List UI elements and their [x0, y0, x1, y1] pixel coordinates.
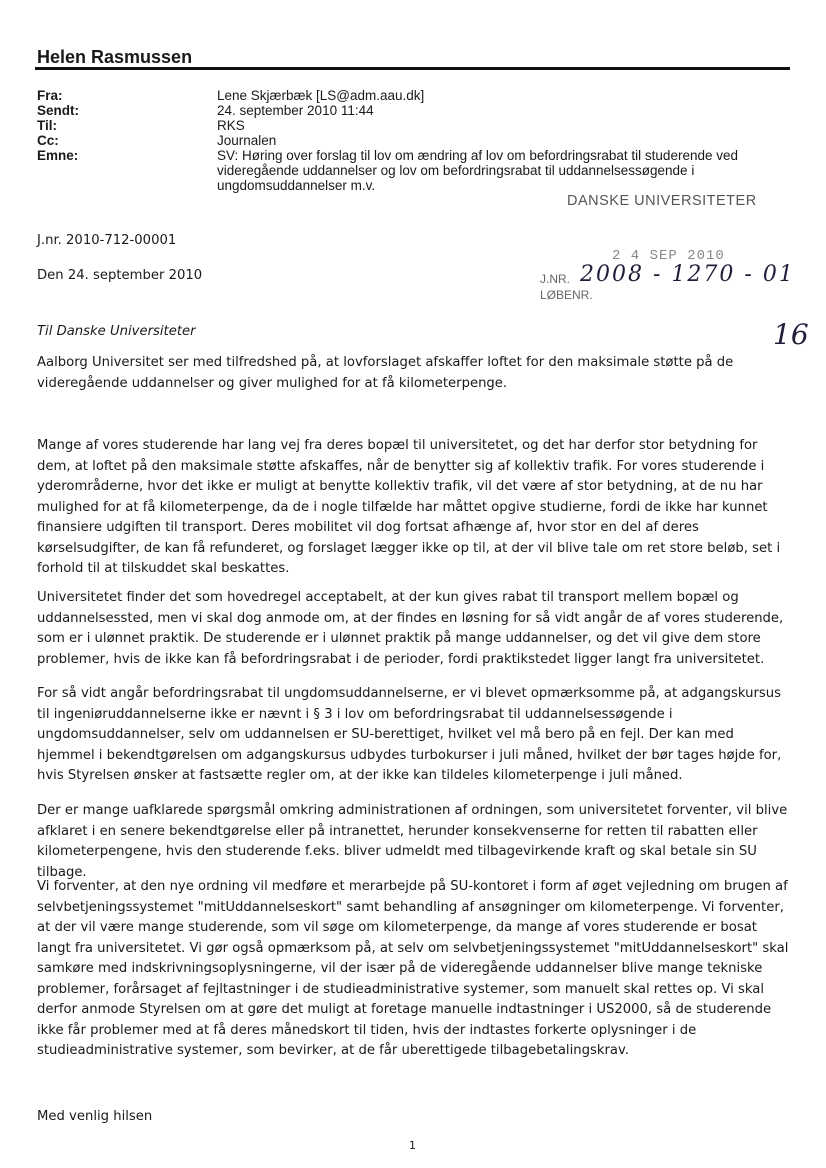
paragraph-4: For så vidt angår befordringsrabat til ungdomsuddannelserne, er vi blevet opmærksomme på, at adgangskursus til ingeniøruddannelserne ikke er nævnt i § 3 i lov om befordringsrabat til uddannelsessøgende i ungdomsuddannelser, selv om uddannelsen er SU-berettiget, hvilket vel må bero på en fejl. Der kan med hjemmel i bekendtgørelsen om adgangskursus udbydes turbokurser i juli måned, hvilket der bør tages højde for, hvis Styrelsen ønsker at fastsætte regler om, at der ikke kan tildeles kilometerpenge i juli måned. — [37, 686, 782, 783]
subject-label: Emne: — [37, 148, 79, 163]
paragraph-3: Universitetet finder det som hovedregel acceptabelt, at der kun gives rabat til transport mellem bopæl og uddannelsessted, men vi skal dog anmode om, at der findes en løsning for så vidt angår de af vores studerende, som er i ulønnet praktik. De studerende er i ulønnet praktik på mange uddannelser, og det vil give dem store problemer, hvis de ikke kan få befordringsrabat i de perioder, fordi praktikstedet ligger langt fra universitetet. — [37, 590, 784, 667]
to-label: Til: — [37, 118, 57, 133]
to-value: RKS — [217, 118, 245, 133]
stamp-organization: DANSKE UNIVERSITETER — [567, 193, 757, 209]
page-number: 1 — [409, 1139, 416, 1152]
closing: Med venlig hilsen — [37, 1109, 153, 1124]
stamp-jnr-label: J.NR. — [540, 272, 570, 286]
header-rule — [35, 67, 790, 70]
from-value: Lene Skjærbæk [LS@adm.aau.dk] — [217, 88, 425, 103]
stamp-date: 2 4 SEP 2010 — [612, 248, 725, 264]
sender-name: Helen Rasmussen — [37, 47, 193, 67]
paragraph-6: Vi forventer, at den nye ordning vil medføre et merarbejde på SU-kontoret i form af øget vejledning om brugen af selvbetjeningssystemet "mitUddannelseskort" samt behandling af ansøgninger om kilometerpenge. Vi forventer, at der vil være mange studerende, som vil søge om kilometerpenge, da mange af vores studerende er bosat langt fra universitetet. Vi gør også opmærksom på, at selv om selvbetjeningssystemet "mitUddannelseskort" skal samkøre med indskrivningsoplysningerne, vil der især på de videregående uddannelser blive mange tekniske problemer, forårsaget af fejltastninger i de studieadministrative systemer, som manuelt skal rettes op. Vi skal derfor anmode Styrelsen om at gøre det muligt at foretage manuelle indtastninger i US2000, så de studerende ikke får problemer med at få deres månedskort til tiden, hvis der indtastes forkerte oplysninger i de studieadministrative systemer, som bevirker, at de får uberettigede tilbagebetalingskrav. — [37, 879, 789, 1058]
sent-value: 24. september 2010 11:44 — [217, 103, 374, 118]
sent-label: Sendt: — [37, 103, 79, 118]
journal-number: J.nr. 2010-712-00001 — [37, 233, 177, 248]
paragraph-2: Mange af vores studerende har lang vej fra deres bopæl til universitetet, og det har derfor stor betydning for dem, at loftet på den maksimale støtte afskaffes, når de benytter sig af kollektiv trafik. For vores studerende i yderområderne, hvor det ikke er muligt at benytte kollektiv trafik, vil det være af stor betydning, at de nu har mulighed for at få kilometerpenge, da de i nogle tilfælde har måttet opgive studierne, fordi de ikke har kunnet finansiere udgiften til transport. Deres mobilitet vil dog fortsat afhænge af, hvor stor en del af deres kørselsudgifter, de kan få refunderet, og forslaget lægger ikke op til, at der vil blive tale om ret store beløb, set i forhold til at tilskuddet skal beskattes. — [37, 438, 781, 576]
salutation: Til Danske Universiteter — [37, 324, 196, 339]
stamp-lobenr-label: LØBENR. — [540, 288, 593, 302]
handwritten-journal-number: 2008 - 1270 - 01 — [580, 262, 795, 287]
paragraph-1: Aalborg Universitet ser med tilfredshed på, at lovforslaget afskaffer loftet for den maksimale støtte på de videregående uddannelser og giver mulighed for at få kilometerpenge. — [37, 355, 734, 391]
paragraph-5: Der er mange uafklarede spørgsmål omkring administrationen af ordningen, som universitetet forventer, vil blive afklaret i en senere bekendtgørelse eller på intranettet, herunder konsekvenserne for retten til rabatten eller kilometerpengene, hvis den studerende f.eks. bliver udmeldt med tilbagevirkende kraft og skal betale sin SU tilbage. — [37, 803, 788, 880]
letter-date: Den 24. september 2010 — [37, 268, 203, 283]
subject-value: SV: Høring over forslag til lov om ændring af lov om befordringsrabat til studerende ved videregående uddannelser og lov om befordringsrabat til uddannelsessøgende i ungdomsuddannelser m.v. — [217, 148, 738, 193]
from-label: Fra: — [37, 88, 63, 103]
cc-label: Cc: — [37, 133, 59, 148]
cc-value: Journalen — [217, 133, 277, 148]
handwritten-document-number: 16 — [773, 318, 809, 351]
